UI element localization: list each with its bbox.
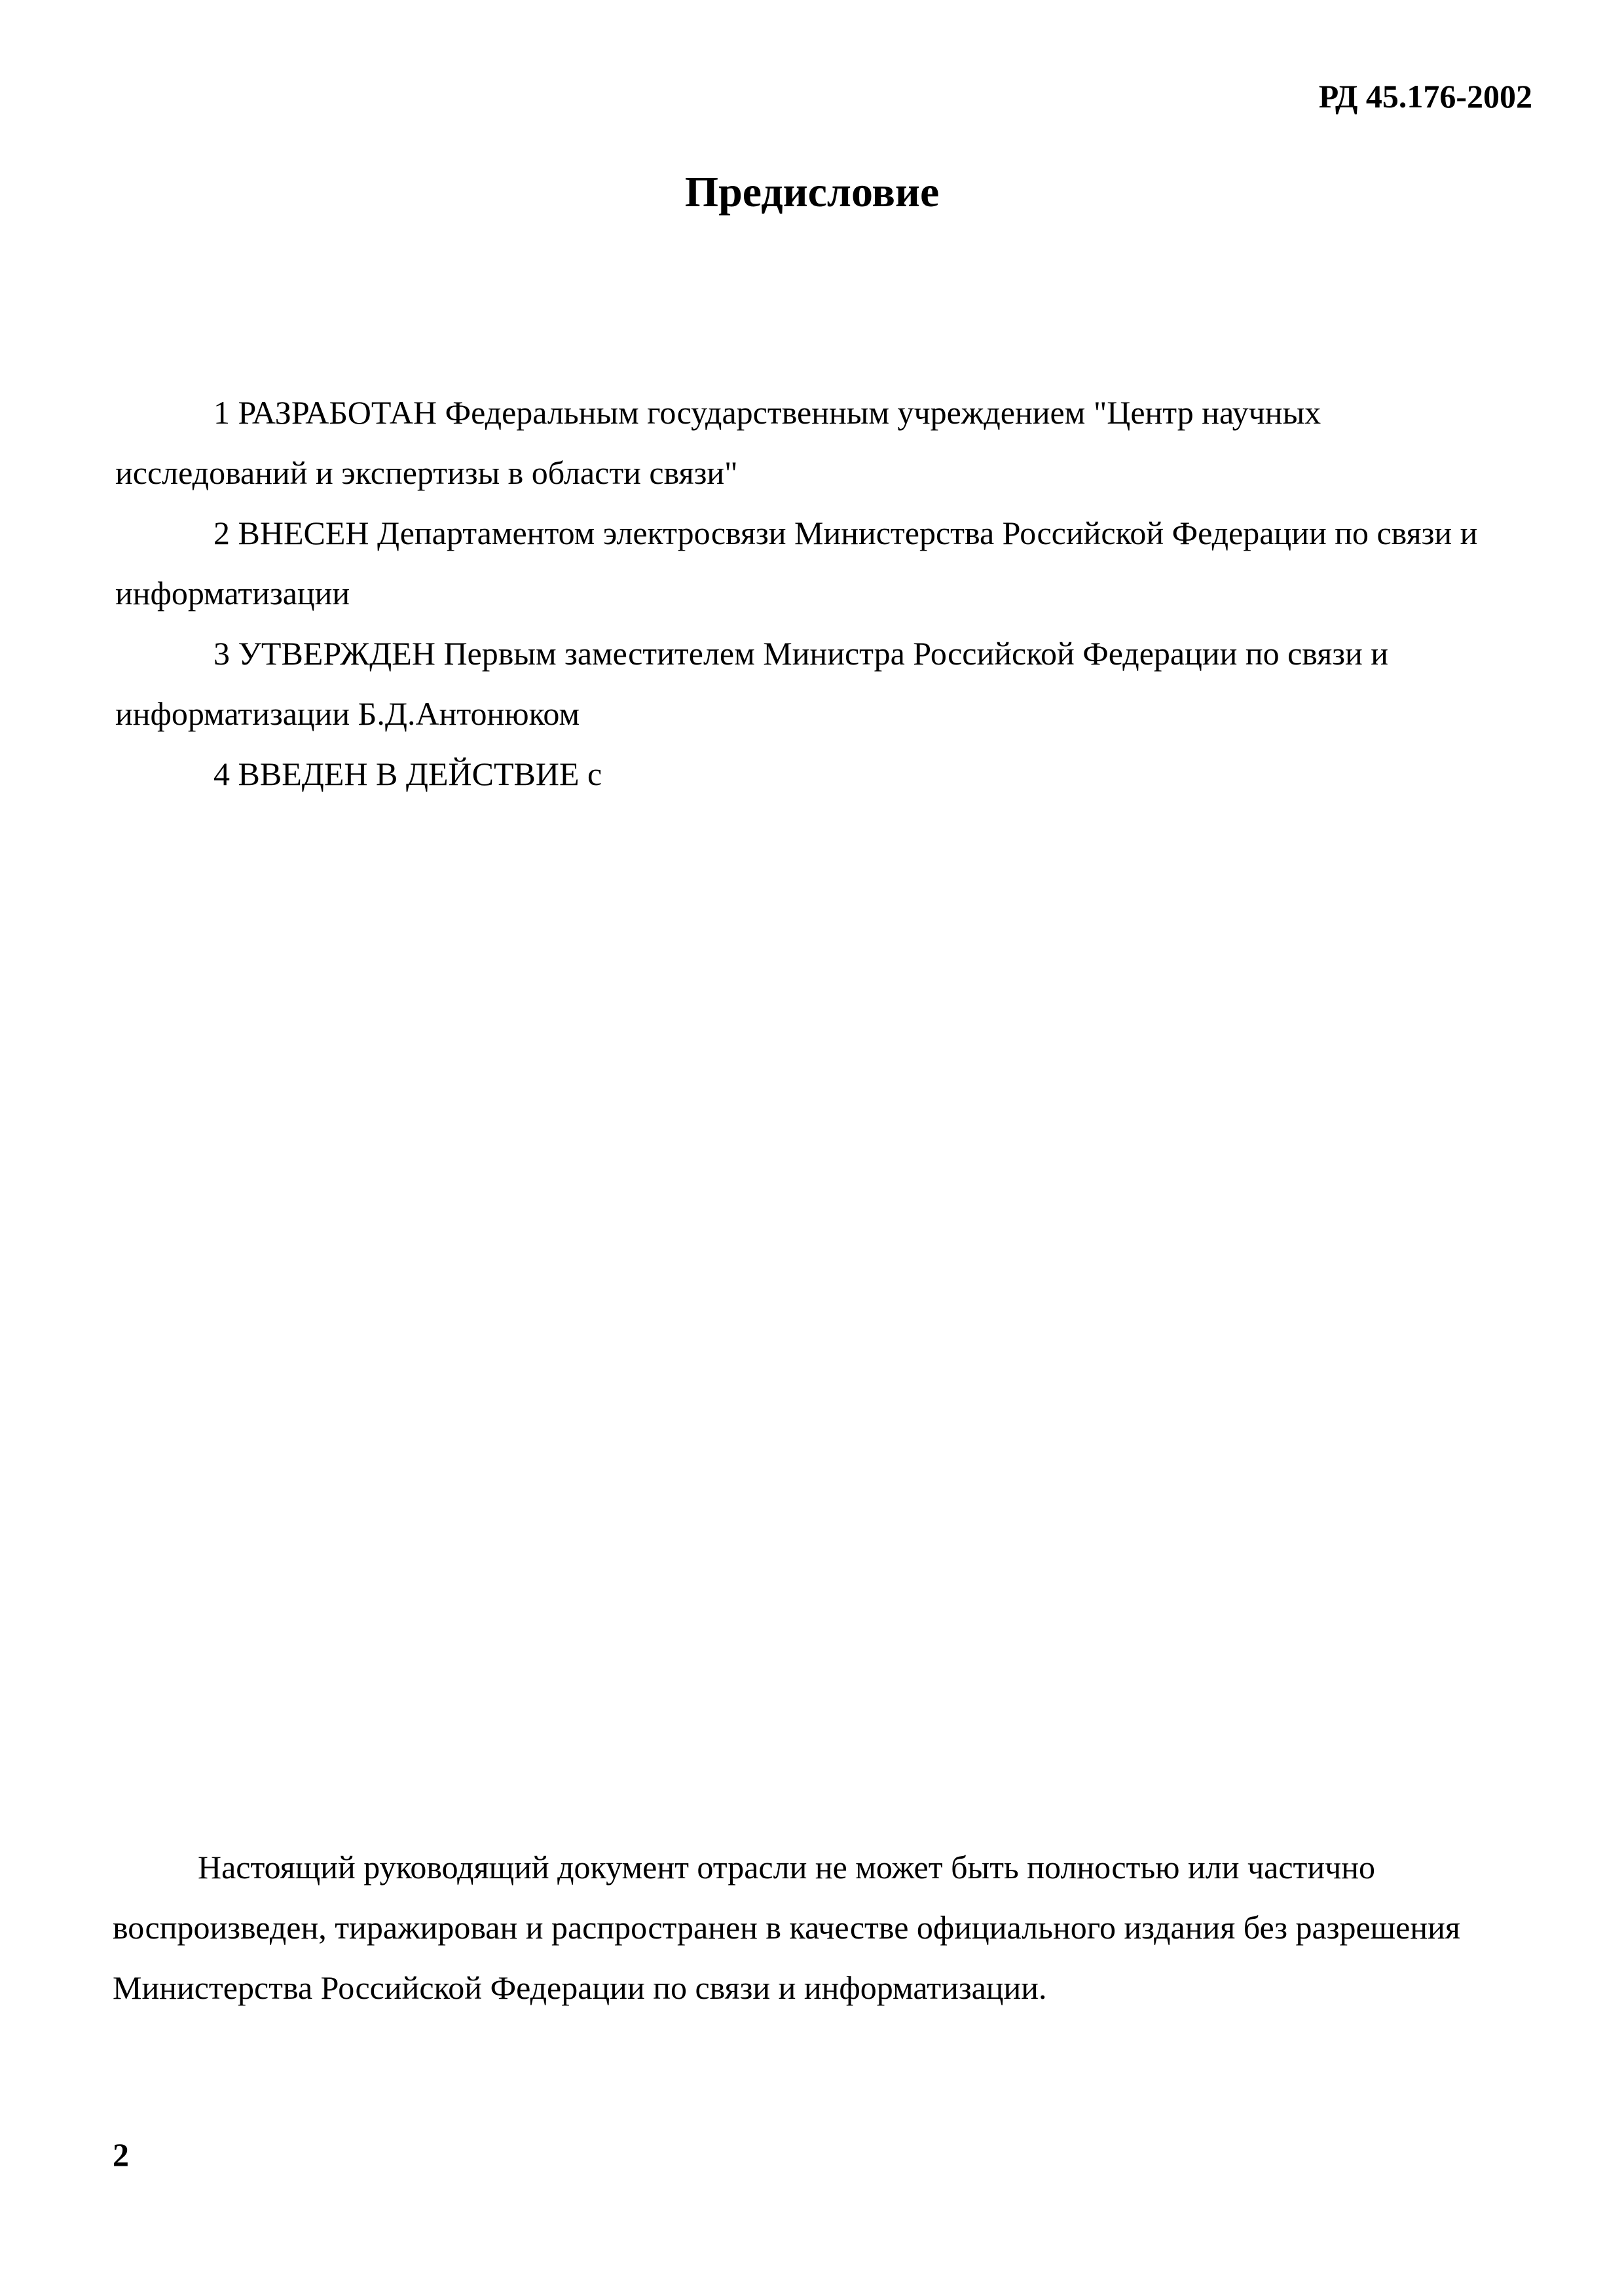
preface-list [115,382,1517,804]
reproduction-notice: Настоящий руководящий документ отрасли не может быть полностью или частично воспроизведен, тиражирован и распространен в качестве официального издания без разрешения Министерства Российской Федерации по связи и информатизации. [113,1849,1460,2006]
document-code: РД 45.176-2002 [1318,78,1532,115]
preface-item-developed: 1 РАЗРАБОТАН Федеральным государственным учреждением "Центр научных исследований и экспертизы в области связи" [115,394,1321,491]
page-title: Предисловие [684,168,940,216]
preface-item-approved: 3 УТВЕРЖДЕН Первым заместителем Министра Российской Федерации по связи и информатизации Б.Д.Антонюком [115,635,1389,732]
page-number: 2 [113,2136,129,2173]
preface-item-effective: 4 ВВЕДЕН В ДЕЙСТВИЕ с [213,756,602,792]
preface-item-submitted: 2 ВНЕСЕН Департаментом электросвязи Министерства Российской Федерации по связи и информатизации [115,515,1478,611]
